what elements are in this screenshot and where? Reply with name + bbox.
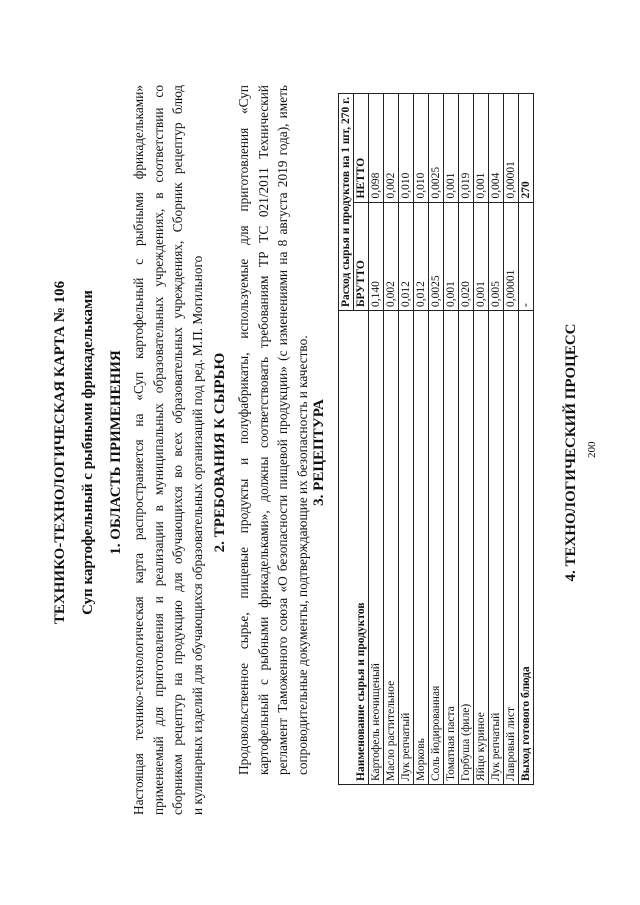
brutto-value: 0,001 xyxy=(474,202,489,311)
netto-value: 0,010 xyxy=(414,94,429,203)
section1-line: сборником рецептур на продукцию для обучающихся во всех образовательных учреждениях, Сборник рецептур блюд xyxy=(170,85,185,815)
document-subtitle: Суп картофельный с рыбными фрикадельками xyxy=(80,290,96,615)
section1-heading: 1. ОБЛАСТЬ ПРИМЕНЕНИЯ xyxy=(108,350,124,555)
table-row xyxy=(444,94,459,785)
brutto-value: 0,001 xyxy=(444,202,459,311)
netto-value: 0,004 xyxy=(489,94,504,203)
brutto-value: 0,002 xyxy=(384,202,399,311)
brutto-value: 0,140 xyxy=(369,202,384,311)
output-netto: 270 xyxy=(519,94,534,203)
table-row xyxy=(399,94,414,785)
netto-value: 0,002 xyxy=(384,94,399,203)
ingredient-name: Лавровый лист xyxy=(504,311,519,785)
brutto-value: 0,020 xyxy=(459,202,474,311)
output-label: Выход готового блюда xyxy=(519,311,534,785)
brutto-value: 0,012 xyxy=(399,202,414,311)
ingredient-name: Масло растительное xyxy=(384,311,399,785)
table-row xyxy=(489,94,504,785)
section2-paragraph xyxy=(234,85,312,775)
column-header-brutto: БРУТТО xyxy=(354,202,369,311)
ingredient-name: Картофель неочищеный xyxy=(369,311,384,785)
netto-value: 0,0025 xyxy=(429,94,444,203)
column-header-netto: НЕТТО xyxy=(354,94,369,203)
netto-value: 0,010 xyxy=(399,94,414,203)
column-header-name: Наименование сырья и продуктов xyxy=(339,311,369,785)
netto-value: 0,001 xyxy=(444,94,459,203)
section1-line: и кулинарных изделий для обучающихся образовательных организаций под ред. М.П. Могильного xyxy=(189,255,205,815)
netto-value: 0,00001 xyxy=(504,94,519,203)
table-row xyxy=(474,94,489,785)
brutto-value: 0,012 xyxy=(414,202,429,311)
ingredient-name: Морковь xyxy=(414,311,429,785)
recipe-table xyxy=(338,93,534,785)
brutto-value: 0,0025 xyxy=(429,202,444,311)
document-title: ТЕХНИКО-ТЕХНОЛОГИЧЕСКАЯ КАРТА № 106 xyxy=(52,280,68,625)
ingredient-name: Соль йодированная xyxy=(429,311,444,785)
netto-value: 0,098 xyxy=(369,94,384,203)
table-row xyxy=(459,94,474,785)
ingredient-name: Лук репчатый xyxy=(399,311,414,785)
page-number: 200 xyxy=(586,441,598,458)
column-group-header: Расход сырья и продуктов на 1 шт, 270 г. xyxy=(339,94,354,311)
section4-heading: 4. ТЕХНОЛОГИЧЕСКИЙ ПРОЦЕСС xyxy=(563,323,579,582)
ingredient-name: Яйцо куриное xyxy=(474,311,489,785)
section1-line: применяемый для приготовления и реализации в муниципальных образовательных учреждениях, в соответствии со xyxy=(150,85,166,815)
section2-heading: 2. ТРЕБОВАНИЯ К СЫРЬЮ xyxy=(212,352,228,553)
section2-line: картофельный с рыбными фрикадельками», должны соответствовать требованиям ТР ТС 021/2011 Технический xyxy=(255,85,271,775)
section3-heading: 3. РЕЦЕПТУРА xyxy=(311,399,327,506)
section2-line: регламент Таможенного союза «О безопасности пищевой продукции» (с изменениями на 8 августа 2019 года), иметь xyxy=(275,85,290,775)
table-row xyxy=(504,94,519,785)
table-header-row xyxy=(339,94,354,785)
section2-line: Продовольственное сырье, пищевые продукты и полуфабрикаты, используемые для приготовления «Суп xyxy=(236,85,251,775)
output-brutto: - xyxy=(519,202,534,311)
table-row xyxy=(429,94,444,785)
output-row xyxy=(519,94,534,785)
brutto-value: 0,00001 xyxy=(504,202,519,311)
ingredient-name: Томатная паста xyxy=(444,311,459,785)
table-row xyxy=(369,94,384,785)
brutto-value: 0,005 xyxy=(489,202,504,311)
section1-line: Настоящая технико-технологическая карта распространяется на «Суп картофельный с рыбными фрикадельками» xyxy=(131,85,146,815)
ingredient-name: Лук репчатый xyxy=(489,311,504,785)
section1-paragraph xyxy=(129,85,207,815)
ingredient-name: Горбуша (филе) xyxy=(459,311,474,785)
section2-line: сопроводительные документы, подтверждающие их безопасность и качество. xyxy=(294,335,310,775)
netto-value: 0,001 xyxy=(474,94,489,203)
netto-value: 0,019 xyxy=(459,94,474,203)
table-row xyxy=(414,94,429,785)
table-row xyxy=(384,94,399,785)
